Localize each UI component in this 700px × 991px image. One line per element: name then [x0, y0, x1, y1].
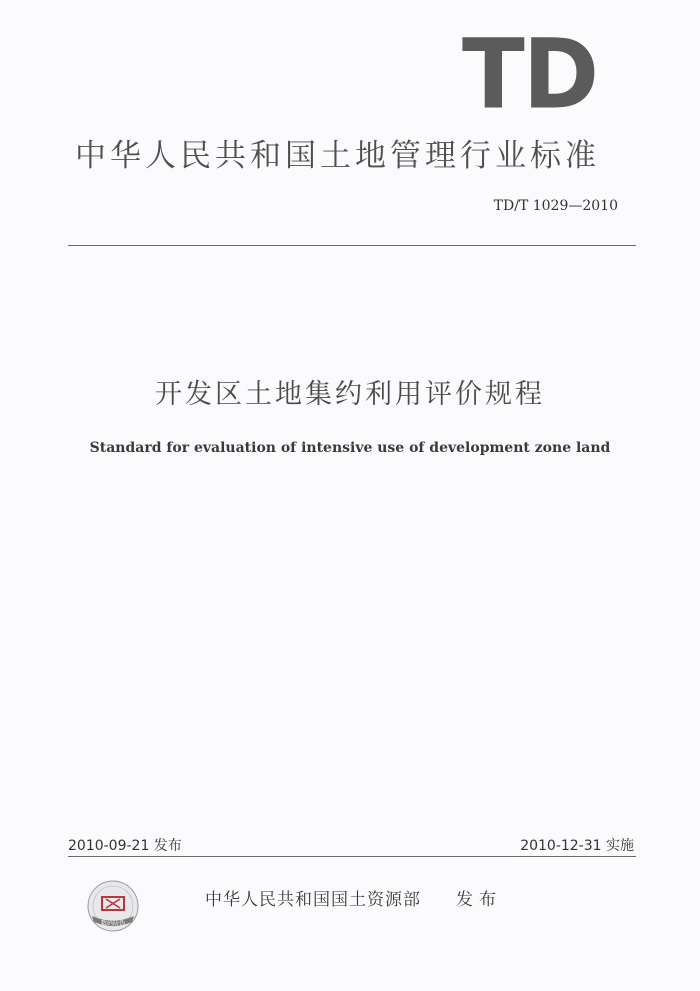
document-title-cn: 开发区土地集约利用评价规程 — [155, 379, 545, 410]
effective-date: 2010-12-31 实施 — [520, 838, 634, 854]
publish-word: 发布 — [456, 890, 502, 910]
anti-counterfeit-seal-icon — [86, 879, 140, 933]
bottom-divider — [68, 856, 636, 857]
top-divider — [68, 245, 636, 246]
standard-code: TD/T 1029—2010 — [493, 198, 618, 214]
document-title-en: Standard for evaluation of intensive use of development zone land — [89, 440, 611, 456]
publisher: 中华人民共和国国土资源部 — [205, 890, 421, 910]
issue-date: 2010-09-21 发布 — [68, 838, 182, 854]
td-logo: TD — [462, 18, 598, 131]
standard-category-title: 中华人民共和国土地管理行业标准 — [75, 138, 600, 174]
seal-label: 数码防伪 — [100, 920, 126, 927]
